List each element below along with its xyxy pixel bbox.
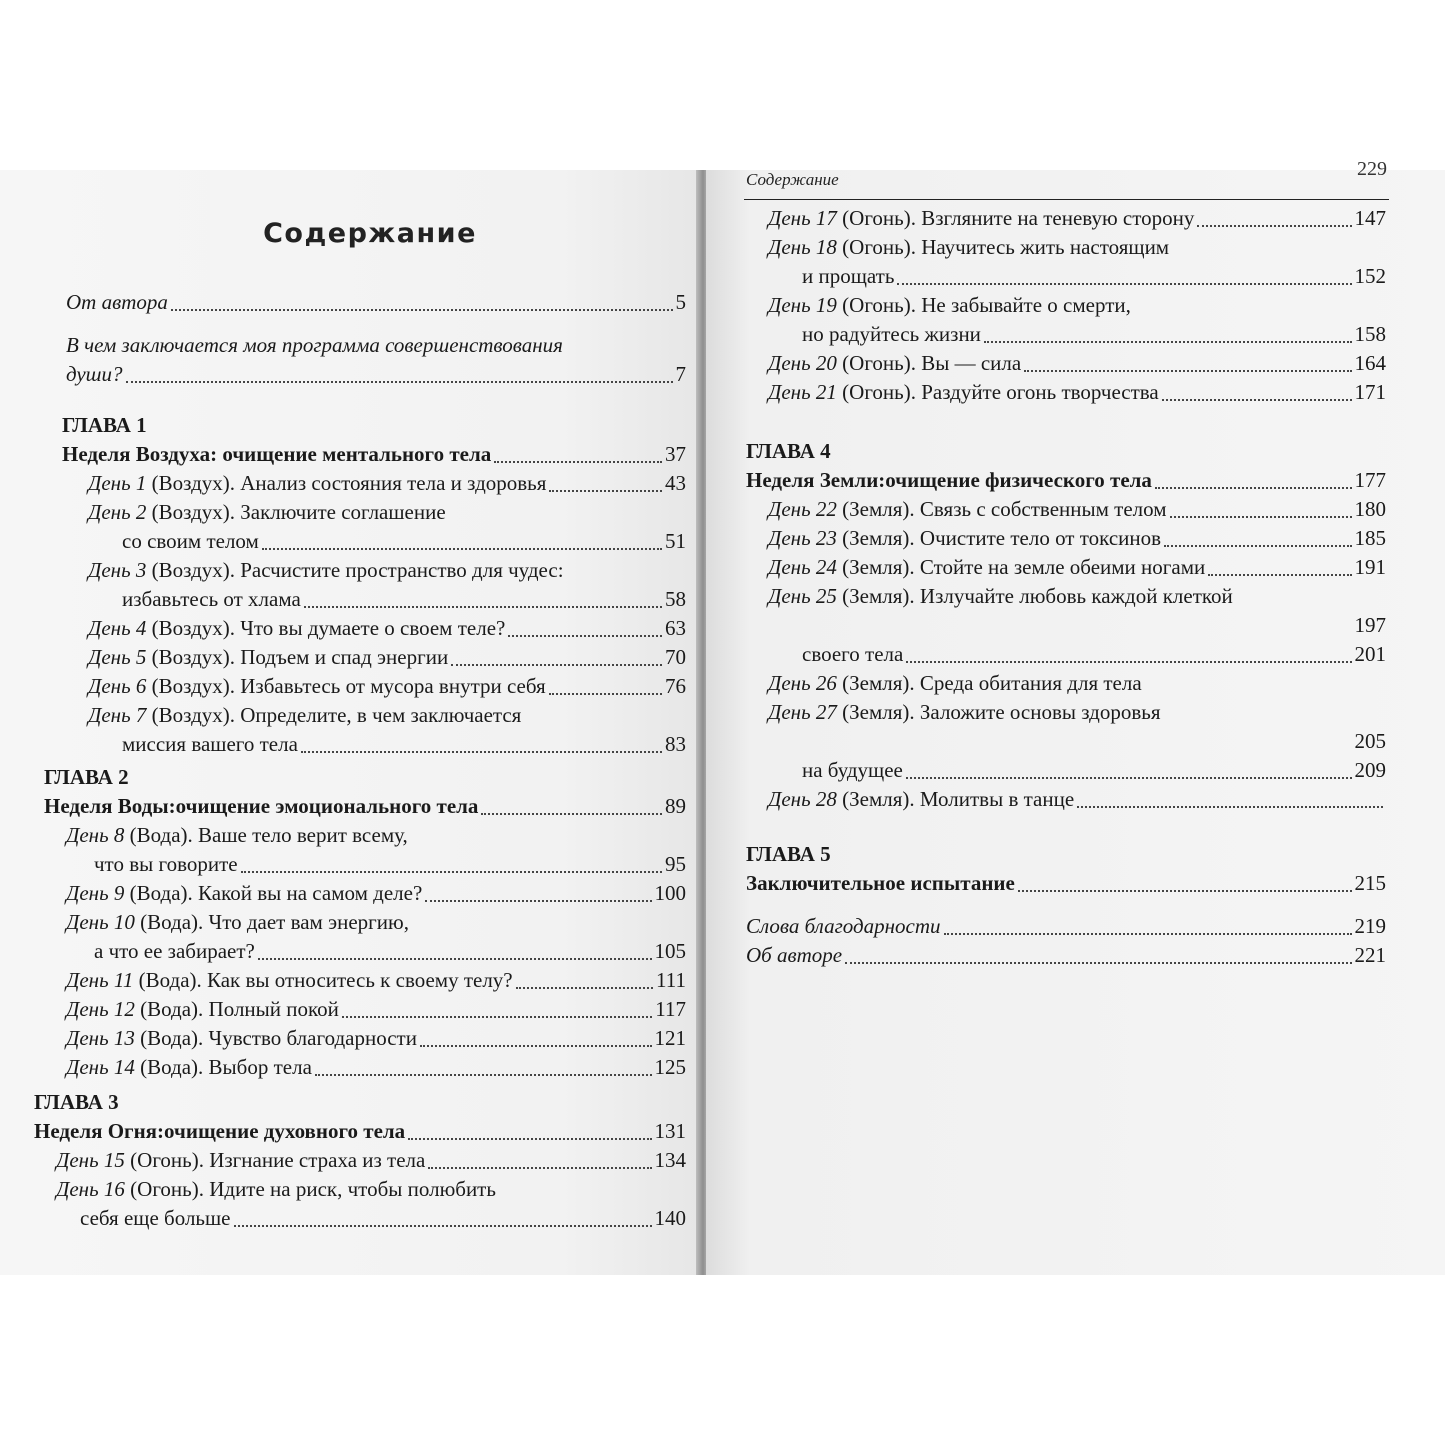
toc-entry-day-6: День 6 (Воздух). Избавьтесь от мусора внутри себя 76 [88, 674, 686, 698]
toc-entry-day-23: День 23 (Земля). Очистите тело от токсинов 185 [768, 526, 1386, 550]
toc-entry-day-26: День 26 (Земля). Среда обитания для тела [768, 671, 1142, 695]
toc-entry-about-author: Об авторе 221 [746, 943, 1386, 967]
toc-entry-day-10: День 10 (Вода). Что дает вам энергию, [66, 910, 409, 934]
toc-entry-day-27-cont: на будущее 209 [802, 758, 1386, 782]
toc-entry-day-9: День 9 (Вода). Какой вы на самом деле? 100 [66, 881, 686, 905]
chapter-heading-2: Неделя Воды:очищение эмоционального тела 89 [44, 794, 686, 818]
toc-left [34, 288, 686, 1233]
toc-entry-day-7: День 7 (Воздух). Определите, в чем заключается [88, 703, 522, 727]
toc-entry-day-16: День 16 (Огонь). Идите на риск, чтобы полюбить [56, 1177, 496, 1201]
header-rule [744, 199, 1389, 200]
toc-entry-day-8-cont: что вы говорите 95 [94, 852, 686, 876]
chapter-heading-1: Неделя Воздуха: очищение ментального тела 37 [62, 442, 686, 466]
chapter-label-3: ГЛАВА 3 [34, 1090, 119, 1114]
right-page [706, 158, 1445, 1275]
toc-entry-day-22: День 22 (Земля). Связь с собственным телом 180 [768, 497, 1386, 521]
toc-entry-day-18-cont: и прощать 152 [802, 264, 1386, 288]
toc-entry-day-2-cont: со своим телом 51 [122, 529, 686, 553]
toc-entry-day-27: День 27 (Земля). Заложите основы здоровья [768, 700, 1161, 724]
toc-entry-day-11: День 11 (Вода). Как вы относитесь к своему телу? 111 [66, 968, 686, 992]
running-head: Содержание [746, 170, 839, 189]
toc-entry-day-17: День 17 (Огонь). Взгляните на теневую сторону 147 [768, 206, 1386, 230]
toc-entry-author-preface: От автора 5 [66, 290, 686, 314]
toc-entry-day-1: День 1 (Воздух). Анализ состояния тела и здоровья 43 [88, 471, 686, 495]
toc-entry-day-10-cont: а что ее забирает? 105 [94, 939, 686, 963]
toc-entry-day-25: День 25 (Земля). Излучайте любовь каждой клеткой [768, 584, 1233, 608]
toc-entry-day-20: День 20 (Огонь). Вы — сила 164 [768, 351, 1386, 375]
book-spread [0, 158, 1445, 1275]
toc-entry-acknowledgements: Слова благодарности 219 [746, 914, 1386, 938]
left-page [0, 170, 700, 1275]
toc-entry-day-25-cont2: своего тела 201 [802, 642, 1386, 666]
toc-entry-day-16-cont: себя еще больше 140 [80, 1206, 686, 1230]
toc-entry-day-18: День 18 (Огонь). Научитесь жить настоящим [768, 235, 1170, 259]
chapter-heading-5: Заключительное испытание 215 [746, 871, 1386, 895]
toc-entry-day-14: День 14 (Вода). Выбор тела 125 [66, 1055, 686, 1079]
page-title: Содержание [263, 218, 477, 249]
page-number: 229 [1357, 158, 1387, 180]
chapter-label-5: ГЛАВА 5 [746, 842, 831, 866]
toc-entry-program: души? 7 [66, 362, 686, 386]
toc-entry-day-3-cont: избавьтесь от хлама 58 [122, 587, 686, 611]
toc-right [746, 204, 1386, 970]
toc-entry-day-2: День 2 (Воздух). Заключите соглашение [88, 500, 446, 524]
toc-entry-day-28: День 28 (Земля). Молитвы в танце [746, 785, 1386, 814]
chapter-label-2: ГЛАВА 2 [44, 765, 129, 789]
toc-entry-day-5: День 5 (Воздух). Подъем и спад энергии 70 [88, 645, 686, 669]
chapter-heading-4: Неделя Земли:очищение физического тела 177 [746, 468, 1386, 492]
toc-entry-day-15: День 15 (Огонь). Изгнание страха из тела 134 [56, 1148, 686, 1172]
toc-entry-day-8: День 8 (Вода). Ваше тело верит всему, [66, 823, 408, 847]
toc-entry-day-12: День 12 (Вода). Полный покой 117 [66, 997, 686, 1021]
toc-entry-day-21: День 21 (Огонь). Раздуйте огонь творчества 171 [768, 380, 1386, 404]
toc-entry-day-27-pagenum: 205 [1354, 729, 1386, 753]
toc-entry-day-24: День 24 (Земля). Стойте на земле обеими ногами 191 [768, 555, 1386, 579]
chapter-label-1: ГЛАВА 1 [62, 413, 147, 437]
toc-entry-day-4: День 4 (Воздух). Что вы думаете о своем теле? 63 [88, 616, 686, 640]
toc-entry-day-7-cont: миссия вашего тела 83 [122, 732, 686, 756]
toc-entry-day-3: День 3 (Воздух). Расчистите пространство для чудес: [88, 558, 564, 582]
toc-entry-day-19: День 19 (Огонь). Не забывайте о смерти, [768, 293, 1131, 317]
toc-entry-day-13: День 13 (Вода). Чувство благодарности 121 [66, 1026, 686, 1050]
chapter-label-4: ГЛАВА 4 [746, 439, 831, 463]
toc-entry-program-line1: В чем заключается моя программа совершенствования [66, 333, 563, 357]
toc-entry-day-25-cont: 197 [1354, 613, 1386, 637]
toc-entry-day-19-cont: но радуйтесь жизни 158 [802, 322, 1386, 346]
chapter-heading-3: Неделя Огня:очищение духовного тела 131 [34, 1119, 686, 1143]
